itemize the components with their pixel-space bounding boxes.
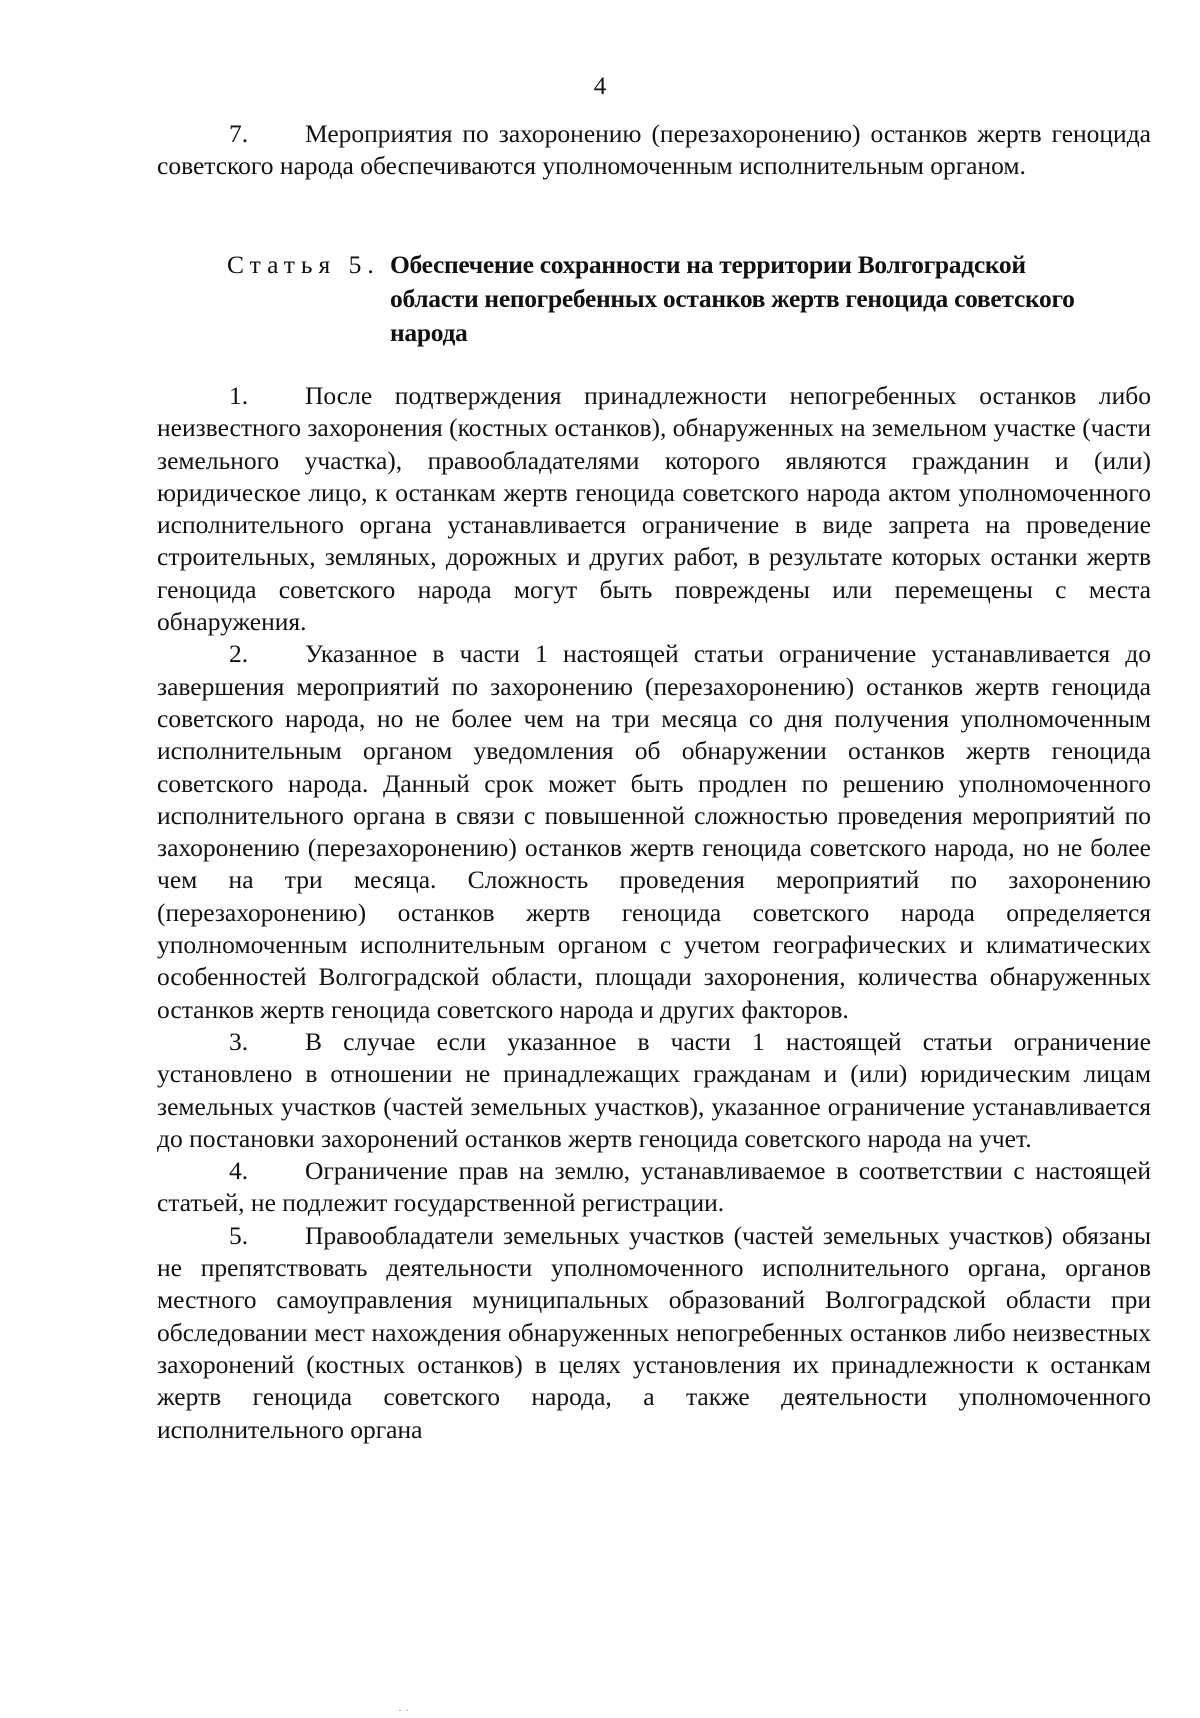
article-title-line: области непогребенных останков жертв геноцида советского <box>390 284 1075 313</box>
article-title-line: Обеспечение сохранности на территории Волгоградской <box>390 250 1026 279</box>
paragraph-item-5 <box>157 1220 1151 1446</box>
paragraph-text: Ограничение прав на землю, устанавливаемое в соответствии с настоящей статьей, не подлежит государственной регистрации. <box>157 1156 1151 1218</box>
paragraph-text: После подтверждения принадлежности непогребенных останков либо неизвестного захоронения (костных останков), обнаруженных на земельном участке (части земельного участка), правообладателями которого являются гражданин и (или) юридическое лицо, к останкам жертв геноцида советского народа актом уполномоченного исполнительного органа устанавливается ограничение в виде запрета на проведение строительных, земляных, дорожных и других работ, в результате которых останки жертв геноцида советского народа могут быть повреждены или перемещены с места обнаружения. <box>157 381 1151 637</box>
paragraph-text: Правообладатели земельных участков (частей земельных участков) обязаны не препятствовать деятельности уполномоченного исполнительного органа, органов местного самоуправления муниципальных образований Волгоградской области при обследовании мест нахождения обнаруженных непогребенных останков либо неизвестных захоронений (костных останков) в целях установления их принадлежности к останкам жертв геноцида советского народа, а также деятельности уполномоченного исполнительного органа <box>157 1220 1151 1444</box>
paragraph-text: В случае если указанное в части 1 настоящей статьи ограничение установлено в отношении не принадлежащих гражданам и (или) юридическим лицам земельных участков (частей земельных участков), указанное ограничение устанавливается до постановки захоронений останков жертв геноцида советского народа на учет. <box>157 1026 1151 1153</box>
article-label: Статья 5. <box>227 250 380 279</box>
paragraph-text: Указанное в части 1 настоящей статьи ограничение устанавливается до завершения мероприятий по захоронению (перезахоронению) останков жертв геноцида советского народа, но не более чем на три месяца со дня получения уполномоченным исполнительным органом уведомления об обнаружении останков жертв геноцида советского народа. Данный срок может быть продлен по решению уполномоченного исполнительного органа в связи с повышенной сложностью проведения мероприятий по захоронению (перезахоронению) останков жертв геноцида советского народа, но не более чем на три месяца. Сложность проведения мероприятий по захоронению (перезахоронению) останков жертв геноцида советского народа определяется уполномоченным исполнительным органом с учетом географических и климатических особенностей Волгоградской области, площади захоронения, количества обнаруженных останков жертв геноцида советского народа и других факторов. <box>157 639 1151 1024</box>
article-4-continuation <box>157 118 1151 183</box>
paragraph-number: 1. <box>229 381 249 410</box>
article-title-line: народа <box>390 318 468 347</box>
paragraph-item-1 <box>157 380 1151 638</box>
article-5-body <box>157 380 1151 1446</box>
paragraph-item-4 <box>157 1155 1151 1220</box>
paragraph-number: 3. <box>229 1026 249 1056</box>
paragraph-item-3 <box>157 1026 1151 1155</box>
article-title <box>390 248 1160 350</box>
paragraph-text: Мероприятия по захоронению (перезахоронению) останков жертв геноцида советского народа обеспечиваются уполномоченным исполнительным органом. <box>157 119 1151 181</box>
paragraph-item-7 <box>157 118 1151 183</box>
page-number: 4 <box>593 73 607 100</box>
paragraph-number: 5. <box>229 1220 249 1250</box>
scan-artifact: · · <box>398 1703 409 1717</box>
paragraph-number: 4. <box>229 1156 249 1186</box>
paragraph-number: 2. <box>229 639 249 669</box>
paragraph-number: 7. <box>229 119 249 148</box>
paragraph-item-2 <box>157 638 1151 1026</box>
